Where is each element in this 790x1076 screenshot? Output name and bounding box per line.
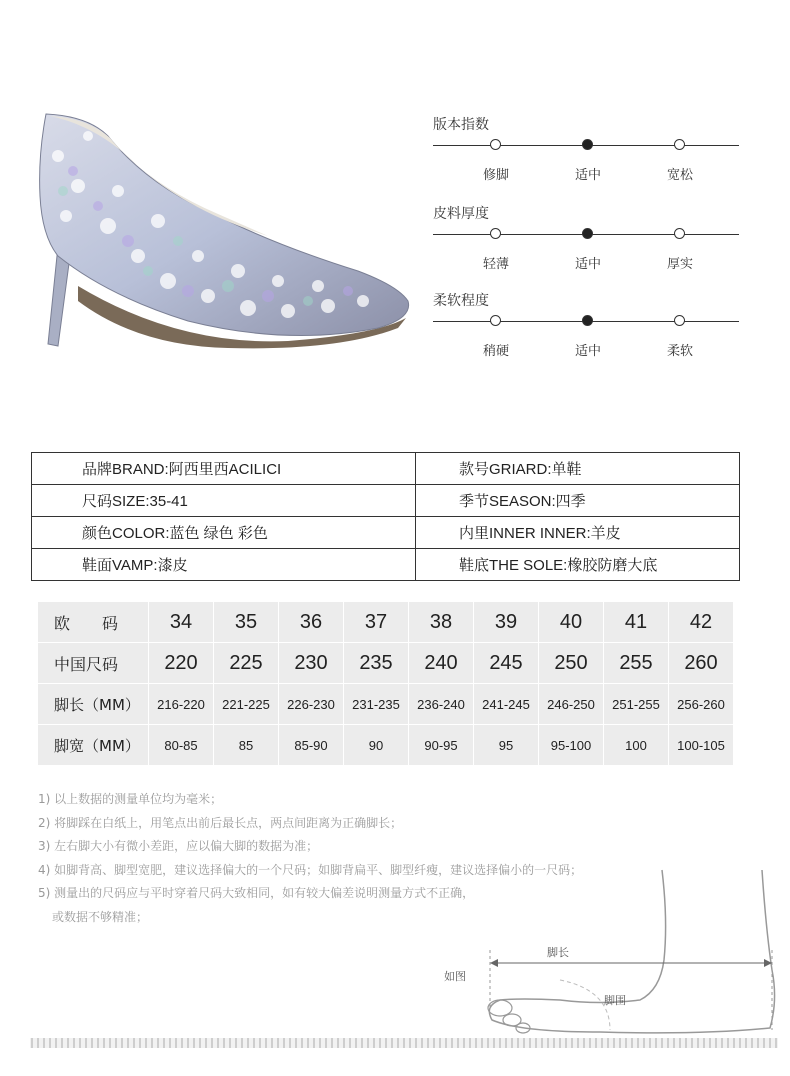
size-cell: 251-255 xyxy=(604,684,668,724)
info-cell: 内里INNER INNER:羊皮 xyxy=(416,517,740,549)
size-cell: 260 xyxy=(669,643,733,683)
note-line: 1) 以上数据的测量单位均为毫米； xyxy=(38,792,223,806)
size-cell: 40 xyxy=(539,602,603,642)
size-cell: 250 xyxy=(539,643,603,683)
table-row xyxy=(32,517,740,549)
size-row-head: 欧 码 xyxy=(38,602,148,642)
scale-title: 柔软程度 xyxy=(433,293,489,309)
note-line: 或数据不够精准； xyxy=(52,909,149,924)
info-cell: 款号GRIARD:单鞋 xyxy=(416,453,740,485)
note-line: 4) 如脚背高、脚型宽肥，建议选择偏大的一个尺码；如脚背扁平、脚型纤瘦，建议选择偏小的一尺码； xyxy=(38,862,583,877)
size-cell: 225 xyxy=(214,643,278,683)
info-cell: 鞋底THE SOLE:橡胶防磨大底 xyxy=(416,549,740,581)
size-cell: 226-230 xyxy=(279,684,343,724)
size-cell: 95-100 xyxy=(539,725,603,765)
size-cell: 220 xyxy=(149,643,213,683)
size-cell: 35 xyxy=(214,602,278,642)
scale-option: 修脚 xyxy=(482,168,509,183)
size-cell: 34 xyxy=(149,602,213,642)
size-row-head: 脚长（MM） xyxy=(38,684,148,724)
note-line: 3) 左右脚大小有微小差距，应以偏大脚的数据为准； xyxy=(38,839,319,853)
size-cell: 41 xyxy=(604,602,668,642)
size-cell: 37 xyxy=(344,602,408,642)
scale-option: 适中 xyxy=(574,168,601,183)
size-row-head: 脚宽（MM） xyxy=(38,725,148,765)
size-chart xyxy=(38,602,736,766)
info-cell: 品牌BRAND:阿西里西ACILICI xyxy=(32,453,416,485)
scale-option: 稍硬 xyxy=(482,344,509,359)
scale-option: 适中 xyxy=(574,257,601,272)
size-cell: 241-245 xyxy=(474,684,538,724)
size-cell: 39 xyxy=(474,602,538,642)
crystal-pump-shoe-image xyxy=(18,96,418,366)
table-row xyxy=(32,549,740,581)
size-cell: 80-85 xyxy=(149,725,213,765)
info-cell: 鞋面VAMP:漆皮 xyxy=(32,549,416,581)
size-cell: 231-235 xyxy=(344,684,408,724)
size-cell: 256-260 xyxy=(669,684,733,724)
foot-length-label: 脚长 xyxy=(547,946,569,959)
scale-dot-selected xyxy=(582,315,593,326)
foot-side-label: 如图 xyxy=(444,970,466,983)
scale-dot xyxy=(674,315,685,326)
scale-dot-selected xyxy=(582,228,593,239)
info-cell: 季节SEASON:四季 xyxy=(416,485,740,517)
info-cell: 颜色COLOR:蓝色 绿色 彩色 xyxy=(32,517,416,549)
size-cell: 216-220 xyxy=(149,684,213,724)
size-cell: 100-105 xyxy=(669,725,733,765)
scale-option: 宽松 xyxy=(666,168,693,183)
size-cell: 36 xyxy=(279,602,343,642)
scale-option: 厚实 xyxy=(666,257,693,272)
size-cell: 236-240 xyxy=(409,684,473,724)
product-info-table xyxy=(31,452,740,581)
size-row-foot-width xyxy=(38,725,736,765)
size-cell: 90-95 xyxy=(409,725,473,765)
size-cell: 38 xyxy=(409,602,473,642)
scale-title: 皮料厚度 xyxy=(433,206,489,222)
size-cell: 245 xyxy=(474,643,538,683)
size-cell: 230 xyxy=(279,643,343,683)
note-line: 5) 测量出的尺码应与平时穿着尺码大致相同，如有较大偏差说明测量方式不正确， xyxy=(38,886,475,900)
scale-dot xyxy=(490,139,501,150)
scale-dot xyxy=(674,139,685,150)
scale-option: 柔软 xyxy=(666,344,693,359)
size-cell: 221-225 xyxy=(214,684,278,724)
size-row-head: 中国尺码 xyxy=(38,643,148,683)
scale-dot xyxy=(490,315,501,326)
note-line: 2) 将脚踩在白纸上，用笔点出前后最长点，两点间距离为正确脚长； xyxy=(38,815,403,830)
size-cell: 90 xyxy=(344,725,408,765)
measurement-notes xyxy=(38,788,658,929)
scale-dot-selected xyxy=(582,139,593,150)
table-row xyxy=(32,453,740,485)
size-cell: 42 xyxy=(669,602,733,642)
size-cell: 85 xyxy=(214,725,278,765)
scale-option: 轻薄 xyxy=(482,257,509,272)
size-row-eu xyxy=(38,602,736,642)
foot-circumference-label: 脚围 xyxy=(604,994,626,1007)
scale-dot xyxy=(490,228,501,239)
size-cell: 85-90 xyxy=(279,725,343,765)
scale-title: 版本指数 xyxy=(433,117,489,133)
table-row xyxy=(32,485,740,517)
size-row-foot-length xyxy=(38,684,736,724)
size-row-cn xyxy=(38,643,736,683)
scale-dot xyxy=(674,228,685,239)
size-cell: 240 xyxy=(409,643,473,683)
size-cell: 246-250 xyxy=(539,684,603,724)
info-cell: 尺码SIZE:35-41 xyxy=(32,485,416,517)
size-cell: 235 xyxy=(344,643,408,683)
size-cell: 255 xyxy=(604,643,668,683)
size-cell: 100 xyxy=(604,725,668,765)
scale-option: 适中 xyxy=(574,344,601,359)
size-cell: 95 xyxy=(474,725,538,765)
